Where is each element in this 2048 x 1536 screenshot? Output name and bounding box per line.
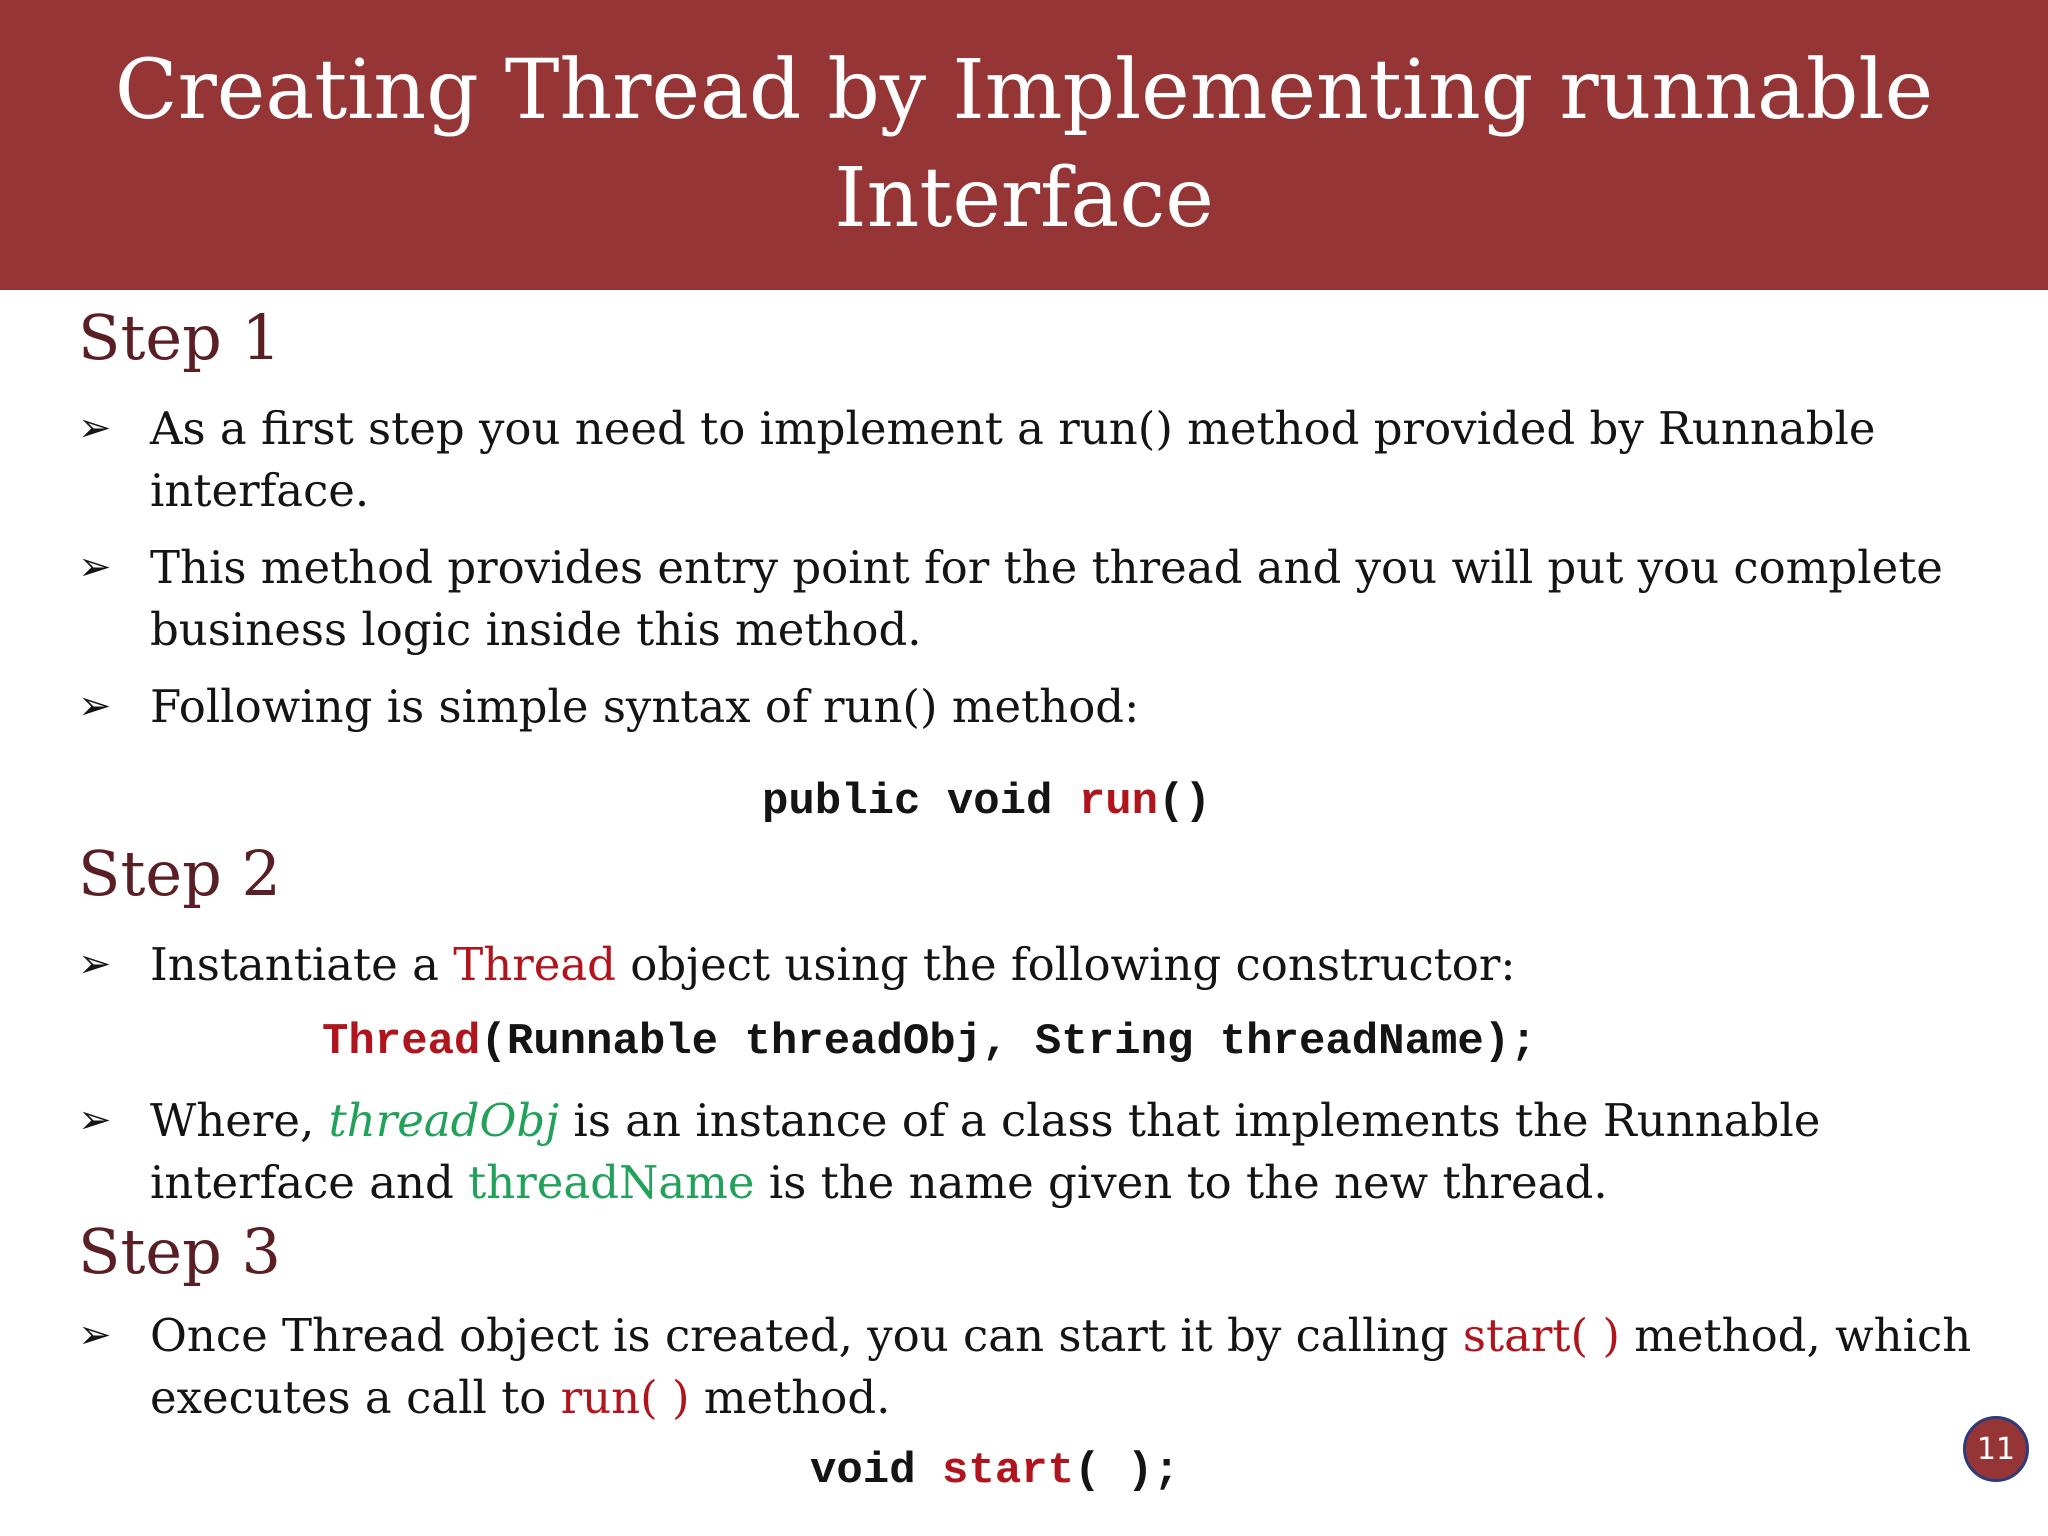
text-segment: Instantiate a	[150, 938, 454, 991]
bullet-text: As a first step you need to implement a run() method provided by Runnable interface.	[150, 402, 1876, 517]
threadobj-highlight: threadObj	[328, 1094, 560, 1147]
bullet-arrow-icon: ➢	[78, 405, 112, 451]
code-rest: (Runnable threadObj, String threadName);	[480, 1017, 1537, 1067]
step-2-heading: Step 2	[78, 837, 281, 910]
bullet-text	[150, 934, 1516, 996]
bullet-arrow-icon: ➢	[78, 683, 112, 729]
step-1-heading: Step 1	[78, 301, 281, 374]
bullet-text: This method provides entry point for the thread and you will put you complete business logic inside this method.	[150, 541, 1943, 656]
step-1-bullet-3	[78, 676, 1978, 738]
code-prefix: public void	[762, 777, 1079, 827]
step-3-heading: Step 3	[78, 1215, 281, 1288]
text-segment: is an instance of a class that implements the Runnable interface and	[150, 1094, 1821, 1209]
bullet-arrow-icon: ➢	[78, 1312, 112, 1358]
bullet-text	[150, 1090, 1978, 1214]
text-segment: Where,	[150, 1094, 329, 1147]
code-prefix: void	[810, 1446, 943, 1496]
text-segment: object using the following constructor:	[615, 938, 1516, 991]
title-banner	[0, 0, 2048, 290]
run-highlight: run( )	[560, 1371, 690, 1424]
code-keyword: start	[942, 1446, 1075, 1496]
step-3-bullet-1	[78, 1305, 1978, 1429]
start-highlight: start( )	[1462, 1309, 1620, 1362]
bullet-text	[150, 1305, 1978, 1429]
run-method-code	[762, 774, 1211, 830]
code-keyword: Thread	[322, 1017, 481, 1067]
bullet-arrow-icon: ➢	[78, 544, 112, 590]
start-method-code	[810, 1443, 1180, 1499]
text-segment: Once Thread object is created, you can start it by calling	[150, 1309, 1463, 1362]
threadname-highlight: threadName	[468, 1156, 755, 1209]
thread-highlight: Thread	[453, 938, 616, 991]
code-suffix: ( );	[1074, 1446, 1180, 1496]
step-2-bullet-2	[78, 1090, 1978, 1214]
text-segment: method.	[689, 1371, 891, 1424]
code-suffix: ()	[1158, 777, 1211, 827]
code-keyword: run	[1078, 777, 1159, 827]
slide-title: Creating Thread by Implementing runnable Interface	[114, 43, 1934, 246]
step-1-bullet-1	[78, 398, 1978, 522]
step-1-bullet-2	[78, 537, 1978, 661]
page-number-badge: 11	[1963, 1416, 2029, 1482]
bullet-arrow-icon: ➢	[78, 941, 112, 987]
text-segment: is the name given to the new thread.	[754, 1156, 1608, 1209]
bullet-text: Following is simple syntax of run() method:	[150, 680, 1140, 733]
thread-constructor-code	[322, 1014, 1537, 1070]
text-segment: method, which executes a call to	[150, 1309, 1972, 1424]
bullet-arrow-icon: ➢	[78, 1097, 112, 1143]
step-2-bullet-1	[78, 934, 1978, 996]
